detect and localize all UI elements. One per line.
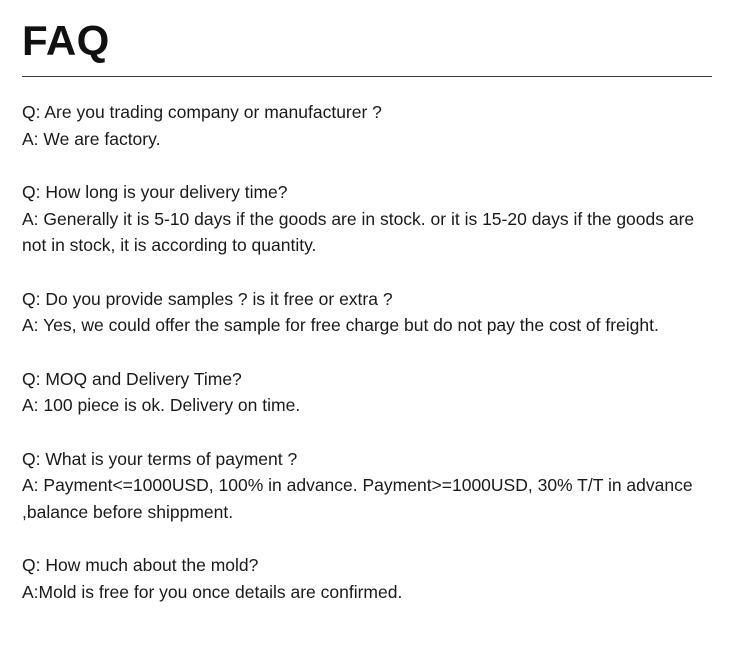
faq-item xyxy=(22,446,712,526)
faq-question: Q: What is your terms of payment ? xyxy=(22,448,298,469)
faq-answer: A: Generally it is 5-10 days if the goods are in stock. or it is 15-20 days if the goods are not in stock, it is according to quantity. xyxy=(22,208,695,256)
faq-item xyxy=(22,366,712,419)
faq-question: Q: Are you trading company or manufacturer ? xyxy=(22,102,382,123)
faq-list xyxy=(22,99,712,605)
faq-item xyxy=(22,286,712,339)
faq-question: Q: Do you provide samples ? is it free or extra ? xyxy=(22,288,393,309)
faq-answer: A: Yes, we could offer the sample for free charge but do not pay the cost of freight. xyxy=(22,315,659,336)
faq-question: Q: How much about the mold? xyxy=(22,555,259,576)
faq-item xyxy=(22,99,712,152)
faq-question: Q: How long is your delivery time? xyxy=(22,182,288,203)
faq-item xyxy=(22,552,712,605)
faq-answer: A: 100 piece is ok. Delivery on time. xyxy=(22,395,301,416)
title-divider xyxy=(22,76,712,77)
faq-answer: A:Mold is free for you once details are confirmed. xyxy=(22,581,403,602)
faq-item xyxy=(22,179,712,259)
faq-answer: A: Payment<=1000USD, 100% in advance. Payment>=1000USD, 30% T/T in advance ,balance before shippment. xyxy=(22,475,693,522)
faq-question: Q: MOQ and Delivery Time? xyxy=(22,368,242,389)
page-title: FAQ xyxy=(22,17,110,64)
faq-answer: A: We are factory. xyxy=(22,128,161,149)
